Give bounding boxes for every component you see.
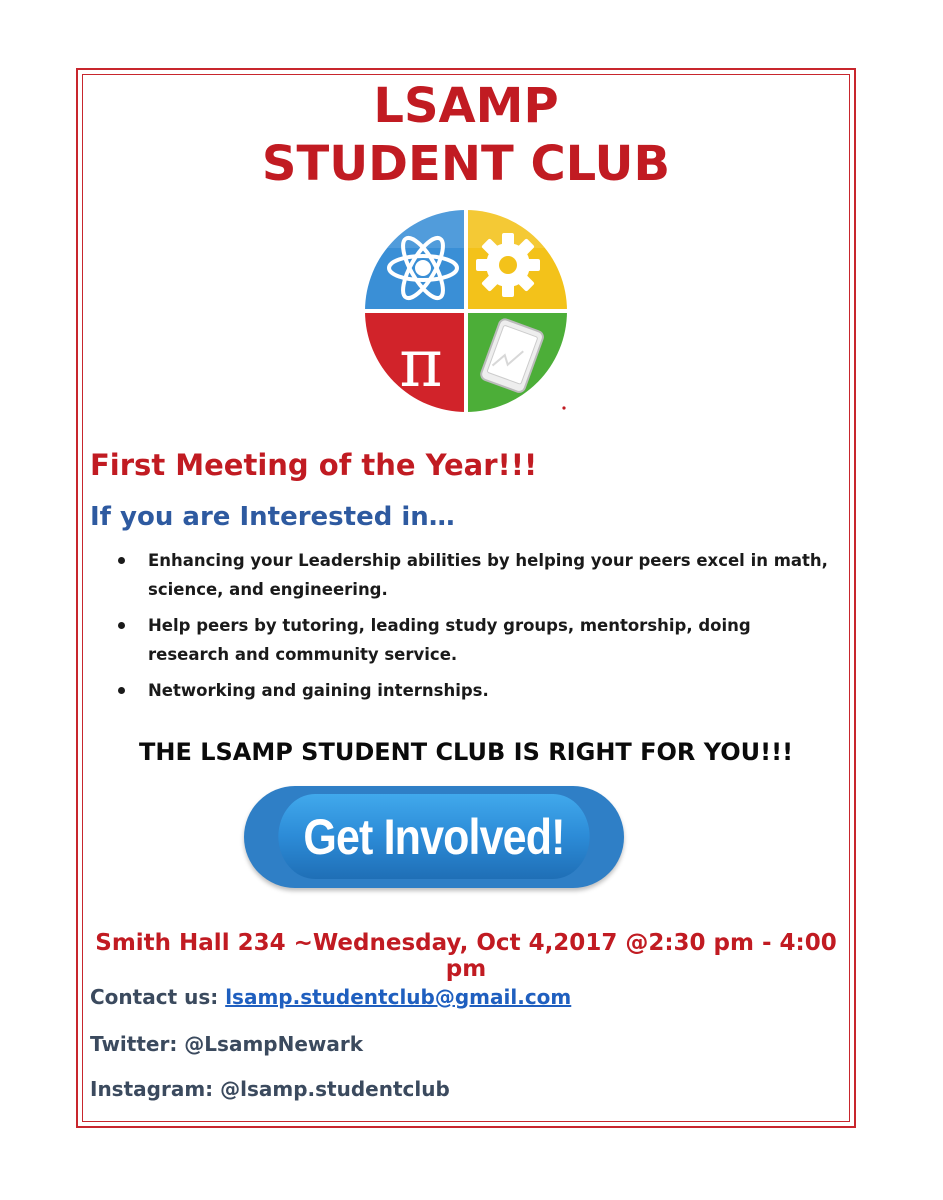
- twitter-handle: @LsampNewark: [184, 1032, 364, 1056]
- bullet-icon: [118, 622, 125, 629]
- gear-icon: [476, 233, 540, 297]
- title-line-2: STUDENT CLUB: [261, 136, 671, 192]
- contact-email-line: [90, 985, 571, 1009]
- interest-list: [112, 546, 832, 712]
- get-involved-label: Get Involved!: [278, 794, 589, 879]
- email-link[interactable]: lsamp.studentclub@gmail.com: [225, 985, 572, 1009]
- right-for-you-text: THE LSAMP STUDENT CLUB IS RIGHT FOR YOU!!!: [138, 738, 794, 766]
- bullet-icon: [118, 557, 125, 564]
- title-line-1: LSAMP: [373, 78, 559, 134]
- interest-subheading: If you are Interested in…: [90, 502, 455, 532]
- get-involved-button[interactable]: [244, 786, 624, 888]
- bullet-icon: [118, 687, 125, 694]
- twitter-line: [90, 1032, 363, 1056]
- instagram-handle: @lsamp.studentclub: [220, 1077, 450, 1101]
- list-item: Help peers by tutoring, leading study groups, mentorship, doing research and community service.: [112, 611, 832, 669]
- twitter-label: Twitter:: [90, 1032, 178, 1056]
- contact-label: Contact us:: [90, 985, 219, 1009]
- event-details: Smith Hall 234 ~Wednesday, Oct 4,2017 @2:30 pm - 4:00 pm: [95, 930, 837, 982]
- first-meeting-heading: First Meeting of the Year!!!: [90, 448, 538, 482]
- instagram-label: Instagram:: [90, 1077, 214, 1101]
- instagram-line: [90, 1077, 450, 1101]
- pi-icon: π: [399, 325, 443, 402]
- list-item: Enhancing your Leadership abilities by helping your peers excel in math, science, and engineering.: [112, 546, 832, 604]
- list-item: Networking and gaining internships.: [112, 676, 832, 705]
- stem-logo: [363, 208, 573, 418]
